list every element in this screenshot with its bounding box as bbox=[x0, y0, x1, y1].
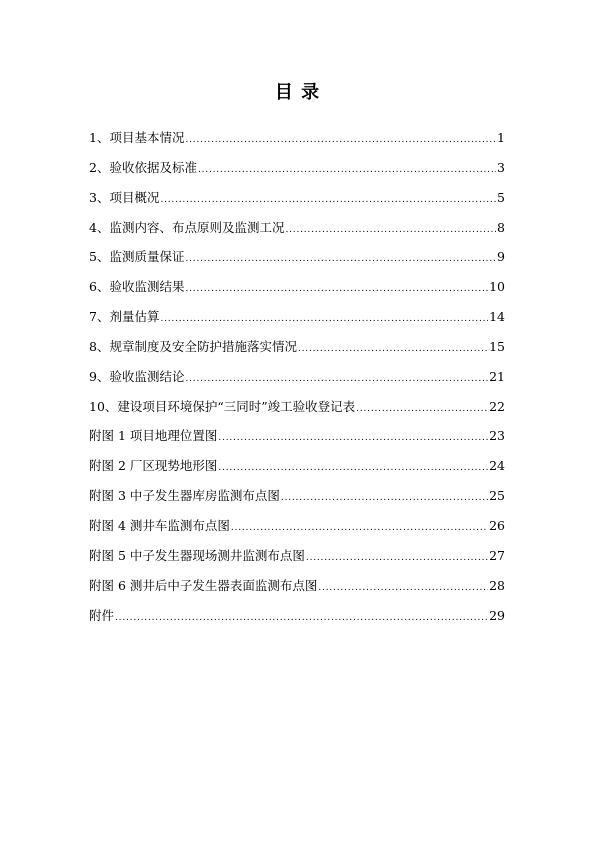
toc-leader-dots bbox=[160, 309, 488, 329]
toc-entry[interactable] bbox=[89, 606, 505, 626]
toc-page-number: 24 bbox=[489, 458, 505, 474]
toc-entry-label: 附图 3 中子发生器库房监测布点图 bbox=[89, 488, 280, 504]
toc-entry-label: 附图 5 中子发生器现场测井监测布点图 bbox=[89, 547, 305, 563]
toc-page-number: 23 bbox=[489, 428, 505, 444]
toc-entry[interactable] bbox=[89, 307, 505, 327]
toc-entry[interactable] bbox=[89, 486, 505, 506]
toc-entry[interactable] bbox=[89, 546, 505, 566]
toc-entry[interactable] bbox=[89, 188, 505, 208]
toc-entry[interactable] bbox=[89, 218, 505, 238]
toc-entry[interactable] bbox=[89, 128, 505, 148]
toc-entry-label: 6、验收监测结果 bbox=[89, 279, 185, 295]
toc-entry-label: 附图 2 厂区现势地形图 bbox=[89, 458, 218, 474]
toc-entry-label: 9、验收监测结论 bbox=[89, 368, 185, 384]
toc-entry[interactable] bbox=[89, 247, 505, 267]
toc-entry-label: 5、监测质量保证 bbox=[89, 249, 185, 265]
toc-entry[interactable] bbox=[89, 456, 505, 476]
toc-entry-label: 附图 1 项目地理位置图 bbox=[89, 428, 218, 444]
toc-leader-dots bbox=[185, 279, 488, 299]
toc-entry-label: 附图 4 测井车监测布点图 bbox=[89, 517, 230, 533]
toc-leader-dots bbox=[185, 249, 496, 269]
toc-leader-dots bbox=[318, 578, 488, 598]
toc-entry-label: 2、验收依据及标准 bbox=[89, 159, 197, 175]
toc-leader-dots bbox=[218, 458, 488, 478]
toc-leader-dots bbox=[160, 190, 496, 210]
toc-page-number: 26 bbox=[489, 517, 505, 533]
toc-leader-dots bbox=[185, 130, 496, 150]
toc-leader-dots bbox=[356, 399, 488, 419]
toc-leader-dots bbox=[298, 339, 488, 359]
toc-page-number: 10 bbox=[489, 279, 505, 295]
toc-entry-label: 3、项目概况 bbox=[89, 189, 160, 205]
toc-entry[interactable] bbox=[89, 367, 505, 387]
toc-entry-label: 10、建设项目环境保护“三同时”竣工验收登记表 bbox=[89, 398, 356, 414]
toc-leader-dots bbox=[285, 220, 496, 240]
toc-leader-dots bbox=[115, 608, 488, 628]
toc-leader-dots bbox=[231, 518, 488, 538]
toc-page-number: 22 bbox=[489, 398, 505, 414]
toc-page-number: 1 bbox=[497, 130, 505, 145]
toc-leader-dots bbox=[281, 488, 488, 508]
toc-entry[interactable] bbox=[89, 337, 505, 357]
toc-page-number: 3 bbox=[497, 159, 505, 175]
toc-entry-label: 8、规章制度及安全防护措施落实情况 bbox=[89, 338, 297, 354]
toc-page-number: 14 bbox=[489, 309, 505, 325]
toc-entry-label: 附件 bbox=[89, 607, 115, 623]
page-title: 目 录 bbox=[274, 82, 321, 103]
toc-leader-dots bbox=[185, 369, 488, 389]
toc-page-number: 25 bbox=[489, 488, 505, 504]
toc-entry[interactable] bbox=[89, 426, 505, 446]
toc-leader-dots bbox=[198, 160, 496, 180]
toc-leader-dots bbox=[306, 548, 488, 568]
toc-page-number: 29 bbox=[489, 607, 505, 623]
toc-entry-label: 1、项目基本情况 bbox=[89, 130, 185, 145]
toc-entry[interactable] bbox=[89, 397, 505, 417]
table-of-contents bbox=[89, 128, 505, 635]
toc-page-number: 21 bbox=[489, 368, 505, 384]
toc-page-number: 8 bbox=[497, 219, 505, 235]
toc-page-number: 9 bbox=[497, 249, 505, 265]
toc-entry[interactable] bbox=[89, 576, 505, 596]
toc-entry[interactable] bbox=[89, 277, 505, 297]
toc-page-number: 5 bbox=[497, 189, 505, 205]
toc-page-number: 28 bbox=[489, 577, 505, 593]
toc-page-number: 27 bbox=[489, 547, 505, 563]
toc-entry-label: 4、监测内容、布点原则及监测工况 bbox=[89, 219, 285, 235]
toc-entry[interactable] bbox=[89, 158, 505, 178]
toc-entry-label: 7、剂量估算 bbox=[89, 309, 160, 325]
toc-entry-label: 附图 6 测井后中子发生器表面监测布点图 bbox=[89, 577, 318, 593]
toc-page-number: 15 bbox=[489, 338, 505, 354]
toc-entry[interactable] bbox=[89, 516, 505, 536]
toc-leader-dots bbox=[218, 428, 488, 448]
